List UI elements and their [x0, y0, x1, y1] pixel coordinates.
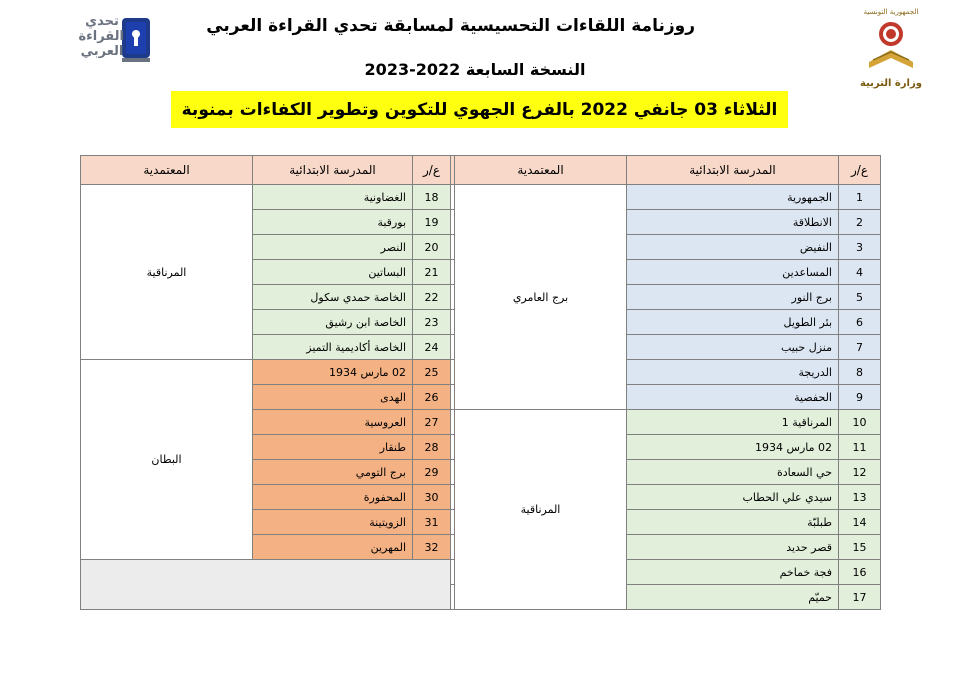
edition-title: النسخة السابعة 2022-2023 — [364, 60, 586, 79]
column-separator — [451, 585, 455, 610]
ministry-text: وزارة التربية — [860, 78, 922, 89]
header-school: المدرسة الابتدائية — [253, 156, 413, 185]
row-number: 15 — [839, 535, 881, 560]
ministry-logo — [858, 8, 924, 100]
column-separator — [451, 210, 455, 235]
school-name: الخاصة أكاديمية التميز — [253, 335, 413, 360]
school-name: برج التومي — [253, 460, 413, 485]
school-name: الغضاونية — [253, 185, 413, 210]
school-name: الجمهورية — [627, 185, 839, 210]
row-number: 21 — [413, 260, 451, 285]
delegation-battan: البطان — [81, 360, 253, 560]
row-number: 19 — [413, 210, 451, 235]
school-name: العروسية — [253, 410, 413, 435]
row-number: 18 — [413, 185, 451, 210]
row-number: 26 — [413, 385, 451, 410]
school-name: حي السعادة — [627, 460, 839, 485]
row-number: 2 — [839, 210, 881, 235]
date-banner-text: الثلاثاء 03 جانفي 2022 بالفرع الجهوي للتكوين وتطوير الكفاءات بمنوبة — [181, 99, 778, 120]
row-number: 24 — [413, 335, 451, 360]
school-name: النصر — [253, 235, 413, 260]
column-separator — [451, 410, 455, 435]
column-separator — [451, 560, 455, 585]
row-number: 7 — [839, 335, 881, 360]
header-school: المدرسة الابتدائية — [627, 156, 839, 185]
column-separator — [451, 335, 455, 360]
row-number: 28 — [413, 435, 451, 460]
row-number: 32 — [413, 535, 451, 560]
column-separator — [451, 156, 455, 185]
header-num: ع/ر — [839, 156, 881, 185]
row-number: 31 — [413, 510, 451, 535]
column-separator — [451, 310, 455, 335]
table-header-row — [81, 156, 881, 185]
row-number: 6 — [839, 310, 881, 335]
school-name: فجة خماخم — [627, 560, 839, 585]
school-name: النفيض — [627, 235, 839, 260]
page-title: روزنامة اللقاءات التحسيسية لمسابقة تحدي القراءة العربي — [206, 16, 695, 36]
column-separator — [451, 435, 455, 460]
school-name: الهدى — [253, 385, 413, 410]
school-name: الانطلاقة — [627, 210, 839, 235]
school-name: الزويتينة — [253, 510, 413, 535]
row-number: 11 — [839, 435, 881, 460]
school-name: برج النور — [627, 285, 839, 310]
row-number: 20 — [413, 235, 451, 260]
schedule-table — [80, 155, 881, 610]
row-number: 17 — [839, 585, 881, 610]
column-separator — [451, 260, 455, 285]
school-name: الخاصة حمدي سكول — [253, 285, 413, 310]
row-number: 25 — [413, 360, 451, 385]
school-name: 02 مارس 1934 — [627, 435, 839, 460]
school-name: المرناقية 1 — [627, 410, 839, 435]
row-number: 27 — [413, 410, 451, 435]
column-separator — [451, 485, 455, 510]
header-delegation: المعتمدية — [81, 156, 253, 185]
column-separator — [451, 535, 455, 560]
school-name: طنقار — [253, 435, 413, 460]
row-number: 10 — [839, 410, 881, 435]
row-number: 3 — [839, 235, 881, 260]
school-name: قصر حديد — [627, 535, 839, 560]
column-separator — [451, 385, 455, 410]
row-number: 12 — [839, 460, 881, 485]
ministry-emblem-icon — [865, 16, 917, 74]
table-row — [81, 185, 881, 210]
row-number: 8 — [839, 360, 881, 385]
logo-line-2: القراءة — [78, 29, 124, 44]
logo-line-1: تحدي — [85, 14, 119, 29]
school-name: البساتين — [253, 260, 413, 285]
delegation-mornaguia: المرناقية — [455, 410, 627, 610]
school-name: 02 مارس 1934 — [253, 360, 413, 385]
row-number: 1 — [839, 185, 881, 210]
school-name: حميّم — [627, 585, 839, 610]
row-number: 13 — [839, 485, 881, 510]
column-separator — [451, 510, 455, 535]
delegation-mornaguia: المرناقية — [81, 185, 253, 360]
delegation-borj-amri: برج العامري — [455, 185, 627, 410]
school-name: بئر الطويل — [627, 310, 839, 335]
school-name: المحفورة — [253, 485, 413, 510]
row-number: 5 — [839, 285, 881, 310]
school-name: الخاصة ابن رشيق — [253, 310, 413, 335]
row-number: 30 — [413, 485, 451, 510]
school-name: سيدي علي الحطاب — [627, 485, 839, 510]
row-number: 23 — [413, 310, 451, 335]
header-num: ع/ر — [413, 156, 451, 185]
logo-line-3: العربي — [80, 44, 124, 59]
reading-challenge-logo — [78, 12, 158, 72]
date-banner — [171, 91, 788, 128]
school-name: المساعدين — [627, 260, 839, 285]
school-name: المهرين — [253, 535, 413, 560]
school-name: الحفصية — [627, 385, 839, 410]
row-number: 16 — [839, 560, 881, 585]
school-name: بورقبة — [253, 210, 413, 235]
row-number: 4 — [839, 260, 881, 285]
column-separator — [451, 285, 455, 310]
column-separator — [451, 360, 455, 385]
column-separator — [451, 460, 455, 485]
column-separator — [451, 235, 455, 260]
row-number: 29 — [413, 460, 451, 485]
header-delegation: المعتمدية — [455, 156, 627, 185]
row-number: 22 — [413, 285, 451, 310]
school-name: طبلبّة — [627, 510, 839, 535]
school-name: منزل حبيب — [627, 335, 839, 360]
column-separator — [451, 185, 455, 210]
row-number: 9 — [839, 385, 881, 410]
row-number: 14 — [839, 510, 881, 535]
school-name: الدريجة — [627, 360, 839, 385]
empty-cell — [81, 560, 451, 610]
republic-text: الجمهورية التونسية — [863, 8, 919, 16]
